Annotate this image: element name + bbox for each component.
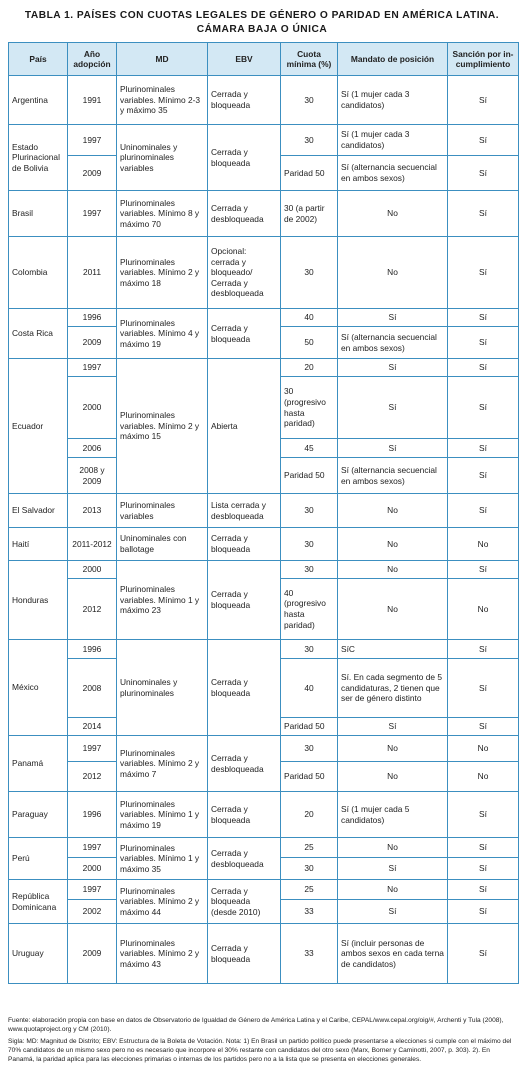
cell-anio: 1997 bbox=[68, 191, 117, 237]
cell-sancion: No bbox=[448, 579, 519, 640]
cell-anio: 2000 bbox=[68, 561, 117, 579]
cell-cuota: 20 bbox=[281, 792, 338, 838]
cell-md: Uninominales y plurinominales bbox=[117, 640, 208, 736]
cell-mandato: No bbox=[338, 736, 448, 762]
header-row bbox=[9, 43, 519, 76]
cell-ebv: Cerrada y bloqueada bbox=[208, 76, 281, 125]
cell-pais: El Salvador bbox=[9, 494, 68, 528]
cell-anio: 2009 bbox=[68, 156, 117, 191]
cell-sancion: Sí bbox=[448, 191, 519, 237]
table-row bbox=[9, 76, 519, 125]
cell-anio: 1996 bbox=[68, 309, 117, 327]
cell-ebv: Lista cerrada y desbloqueada bbox=[208, 494, 281, 528]
cell-pais: Brasil bbox=[9, 191, 68, 237]
cell-sancion: Sí bbox=[448, 156, 519, 191]
cell-ebv: Abierta bbox=[208, 359, 281, 494]
table-row bbox=[9, 561, 519, 579]
cell-ebv: Cerrada y desbloqueada bbox=[208, 191, 281, 237]
cell-ebv: Cerrada y bloqueada bbox=[208, 640, 281, 736]
cell-cuota: 40 (progresivo hasta paridad) bbox=[281, 579, 338, 640]
table-row bbox=[9, 640, 519, 659]
cell-anio: 1997 bbox=[68, 736, 117, 762]
cell-sancion: Sí bbox=[448, 858, 519, 880]
header-pais: País bbox=[9, 43, 68, 76]
cell-sancion: Sí bbox=[448, 309, 519, 327]
source-note: Fuente: elaboración propia con base en datos de Observatorio de Igualdad de Género de América Latina y el Caribe, CEPAL/www.cepal.org/oig/#, Archenti y Tula (2008), www.quotaproject.org y CM (2010). bbox=[8, 1017, 504, 1033]
cell-ebv: Cerrada y bloqueada (desde 2010) bbox=[208, 880, 281, 924]
cell-cuota: 25 bbox=[281, 880, 338, 900]
cell-md: Plurinominales variables. Mínimo 2-3 y máximo 35 bbox=[117, 76, 208, 125]
cell-anio: 2014 bbox=[68, 718, 117, 736]
cell-md: Plurinominales variables. Mínimo 2 y máximo 7 bbox=[117, 736, 208, 792]
table-row bbox=[9, 736, 519, 762]
cell-anio: 1997 bbox=[68, 838, 117, 858]
cell-ebv: Cerrada y bloqueada bbox=[208, 792, 281, 838]
cell-mandato: Sí (alternancia secuencial en ambos sexos) bbox=[338, 156, 448, 191]
cell-pais: Uruguay bbox=[9, 924, 68, 984]
cell-sancion: Sí bbox=[448, 900, 519, 924]
cell-cuota: 30 bbox=[281, 76, 338, 125]
cell-ebv: Cerrada y desbloqueada bbox=[208, 736, 281, 792]
cell-cuota: 30 bbox=[281, 640, 338, 659]
cell-md: Plurinominales variables. Mínimo 2 y máximo 15 bbox=[117, 359, 208, 494]
cell-mandato: No bbox=[338, 762, 448, 792]
table-title bbox=[0, 0, 524, 36]
cell-sancion: Sí bbox=[448, 880, 519, 900]
title-line-1: TABLA 1. PAÍSES CON CUOTAS LEGALES DE GÉNERO O PARIDAD EN AMÉRICA LATINA. bbox=[24, 10, 500, 21]
cell-mandato: No bbox=[338, 579, 448, 640]
table-row bbox=[9, 528, 519, 561]
cell-cuota: Paridad 50 bbox=[281, 458, 338, 494]
cell-mandato: No bbox=[338, 880, 448, 900]
cell-mandato: No bbox=[338, 494, 448, 528]
cell-cuota: 33 bbox=[281, 900, 338, 924]
cell-anio: 2011-2012 bbox=[68, 528, 117, 561]
cell-sancion: Sí bbox=[448, 237, 519, 309]
cell-anio: 1997 bbox=[68, 359, 117, 377]
cell-mandato: Sí bbox=[338, 858, 448, 880]
cell-anio: 2006 bbox=[68, 439, 117, 458]
table-row bbox=[9, 838, 519, 858]
cell-ebv: Cerrada y bloqueada bbox=[208, 125, 281, 191]
cell-anio: 2002 bbox=[68, 900, 117, 924]
table-row bbox=[9, 494, 519, 528]
cell-anio: 2011 bbox=[68, 237, 117, 309]
cell-sancion: Sí bbox=[448, 838, 519, 858]
cell-cuota: 30 bbox=[281, 237, 338, 309]
cell-sancion: Sí bbox=[448, 359, 519, 377]
cell-ebv: Cerrada y desbloqueada bbox=[208, 838, 281, 880]
header-cuota: Cuota mínima (%) bbox=[281, 43, 338, 76]
cell-mandato: Sí bbox=[338, 377, 448, 439]
cell-mandato: Sí (alternancia secuencial en ambos sexos) bbox=[338, 458, 448, 494]
table-notes bbox=[8, 1016, 518, 1067]
cell-pais: Haití bbox=[9, 528, 68, 561]
cell-sancion: Sí bbox=[448, 640, 519, 659]
cell-sancion: Sí bbox=[448, 659, 519, 718]
cell-cuota: 30 bbox=[281, 494, 338, 528]
cell-cuota: Paridad 50 bbox=[281, 156, 338, 191]
header-sancion: Sanción por in- cumplimiento bbox=[448, 43, 519, 76]
cell-anio: 2013 bbox=[68, 494, 117, 528]
cell-md: Plurinominales variables. Mínimo 2 y máximo 43 bbox=[117, 924, 208, 984]
cell-mandato: Sí (alternancia secuencial en ambos sexos) bbox=[338, 327, 448, 359]
cell-anio: 2008 y 2009 bbox=[68, 458, 117, 494]
cell-cuota: 33 bbox=[281, 924, 338, 984]
cell-cuota: 30 bbox=[281, 528, 338, 561]
cell-pais: México bbox=[9, 640, 68, 736]
cell-mandato: No bbox=[338, 838, 448, 858]
cell-cuota: 20 bbox=[281, 359, 338, 377]
cell-pais: Paraguay bbox=[9, 792, 68, 838]
cell-cuota: 25 bbox=[281, 838, 338, 858]
cell-sancion: No bbox=[448, 528, 519, 561]
cell-pais: Panamá bbox=[9, 736, 68, 792]
cell-cuota: 30 bbox=[281, 125, 338, 156]
cell-cuota: 30 (a partir de 2002) bbox=[281, 191, 338, 237]
acronyms-note: Sigla: MD: Magnitud de Distrito; EBV: Estructura de la Boleta de Votación. Nota: 1) En Brasil un partido político puede presentarse a elecciones si cumple con el máximo del 70% candidatos de un mismo sexo pero no es necesario que incorpore el 30% restante con candidatos del otro sexo (Marx, Borner y Caminotti, 2007, p. 303). 2). En Panamá, la paridad aplica para las elecciones primarias o internas de los partidos pero no a la lista que se presenta en elecciones generales. bbox=[8, 1038, 512, 1063]
cell-md: Plurinominales variables. Mínimo 4 y máximo 19 bbox=[117, 309, 208, 359]
header-anio: Año adopción bbox=[68, 43, 117, 76]
cell-md: Uninominales con ballotage bbox=[117, 528, 208, 561]
header-md: MD bbox=[117, 43, 208, 76]
cell-anio: 2009 bbox=[68, 327, 117, 359]
cell-mandato: Sí (1 mujer cada 5 candidatos) bbox=[338, 792, 448, 838]
cell-sancion: Sí bbox=[448, 76, 519, 125]
cell-mandato: Sí bbox=[338, 900, 448, 924]
cell-ebv: Cerrada y bloqueada bbox=[208, 561, 281, 640]
cell-cuota: 40 bbox=[281, 659, 338, 718]
quotas-table bbox=[8, 42, 519, 984]
cell-pais: Argentina bbox=[9, 76, 68, 125]
cell-cuota: 45 bbox=[281, 439, 338, 458]
cell-md: Plurinominales variables. Mínimo 8 y máximo 70 bbox=[117, 191, 208, 237]
cell-cuota: 30 bbox=[281, 858, 338, 880]
cell-mandato: No bbox=[338, 191, 448, 237]
table-row bbox=[9, 191, 519, 237]
cell-sancion: No bbox=[448, 762, 519, 792]
cell-pais: República Dominicana bbox=[9, 880, 68, 924]
cell-mandato: Sí bbox=[338, 439, 448, 458]
cell-cuota: 30 bbox=[281, 736, 338, 762]
cell-cuota: 50 bbox=[281, 327, 338, 359]
cell-anio: 2009 bbox=[68, 924, 117, 984]
cell-sancion: No bbox=[448, 736, 519, 762]
title-line-2: CÁMARA BAJA O ÚNICA bbox=[196, 23, 328, 35]
cell-md: Plurinominales variables. Mínimo 1 y máximo 19 bbox=[117, 792, 208, 838]
cell-ebv: Cerrada y bloqueada bbox=[208, 528, 281, 561]
cell-mandato: SíC bbox=[338, 640, 448, 659]
cell-md: Plurinominales variables. Mínimo 1 y máximo 35 bbox=[117, 838, 208, 880]
cell-md: Plurinominales variables bbox=[117, 494, 208, 528]
cell-pais: Estado Plurinacional de Bolivia bbox=[9, 125, 68, 191]
cell-mandato: Sí bbox=[338, 359, 448, 377]
cell-md: Uninominales y plurinominales variables bbox=[117, 125, 208, 191]
cell-sancion: Sí bbox=[448, 561, 519, 579]
cell-sancion: Sí bbox=[448, 792, 519, 838]
cell-mandato: Sí bbox=[338, 309, 448, 327]
header-ebv: EBV bbox=[208, 43, 281, 76]
cell-mandato: Sí (1 mujer cada 3 candidatos) bbox=[338, 125, 448, 156]
cell-sancion: Sí bbox=[448, 327, 519, 359]
cell-cuota: 40 bbox=[281, 309, 338, 327]
cell-cuota: Paridad 50 bbox=[281, 762, 338, 792]
header-mandato: Mandato de posición bbox=[338, 43, 448, 76]
cell-md: Plurinominales variables. Mínimo 2 y máximo 44 bbox=[117, 880, 208, 924]
cell-ebv: Cerrada y bloqueada bbox=[208, 309, 281, 359]
table-row bbox=[9, 792, 519, 838]
cell-anio: 2008 bbox=[68, 659, 117, 718]
cell-anio: 1991 bbox=[68, 76, 117, 125]
cell-md: Plurinominales variables. Mínimo 1 y máximo 23 bbox=[117, 561, 208, 640]
cell-pais: Costa Rica bbox=[9, 309, 68, 359]
cell-mandato: No bbox=[338, 528, 448, 561]
cell-mandato: No bbox=[338, 237, 448, 309]
cell-anio: 2012 bbox=[68, 762, 117, 792]
cell-anio: 1997 bbox=[68, 125, 117, 156]
cell-mandato: Sí (1 mujer cada 3 candidatos) bbox=[338, 76, 448, 125]
cell-ebv: Cerrada y bloqueada bbox=[208, 924, 281, 984]
table-row bbox=[9, 237, 519, 309]
cell-mandato: Sí bbox=[338, 718, 448, 736]
cell-anio: 1996 bbox=[68, 792, 117, 838]
cell-mandato: Sí. En cada segmento de 5 candidaturas, 2 tienen que ser de género distinto bbox=[338, 659, 448, 718]
cell-pais: Perú bbox=[9, 838, 68, 880]
cell-md: Plurinominales variables. Mínimo 2 y máximo 18 bbox=[117, 237, 208, 309]
cell-mandato: No bbox=[338, 561, 448, 579]
cell-pais: Colombia bbox=[9, 237, 68, 309]
cell-sancion: Sí bbox=[448, 494, 519, 528]
cell-ebv: Opcional: cerrada y bloqueado/ Cerrada y desbloqueada bbox=[208, 237, 281, 309]
cell-mandato: Sí (incluir personas de ambos sexos en cada terna de candidatos) bbox=[338, 924, 448, 984]
cell-sancion: Sí bbox=[448, 439, 519, 458]
table-row bbox=[9, 125, 519, 156]
table-row bbox=[9, 924, 519, 984]
cell-sancion: Sí bbox=[448, 924, 519, 984]
cell-cuota: 30 (progresivo hasta paridad) bbox=[281, 377, 338, 439]
table-row bbox=[9, 359, 519, 377]
cell-anio: 1996 bbox=[68, 640, 117, 659]
cell-sancion: Sí bbox=[448, 718, 519, 736]
cell-anio: 1997 bbox=[68, 880, 117, 900]
cell-sancion: Sí bbox=[448, 377, 519, 439]
cell-anio: 2000 bbox=[68, 858, 117, 880]
cell-anio: 2000 bbox=[68, 377, 117, 439]
cell-pais: Honduras bbox=[9, 561, 68, 640]
cell-pais: Ecuador bbox=[9, 359, 68, 494]
cell-cuota: Paridad 50 bbox=[281, 718, 338, 736]
cell-anio: 2012 bbox=[68, 579, 117, 640]
cell-cuota: 30 bbox=[281, 561, 338, 579]
table-row bbox=[9, 309, 519, 327]
cell-sancion: Sí bbox=[448, 458, 519, 494]
cell-sancion: Sí bbox=[448, 125, 519, 156]
table-row bbox=[9, 880, 519, 900]
